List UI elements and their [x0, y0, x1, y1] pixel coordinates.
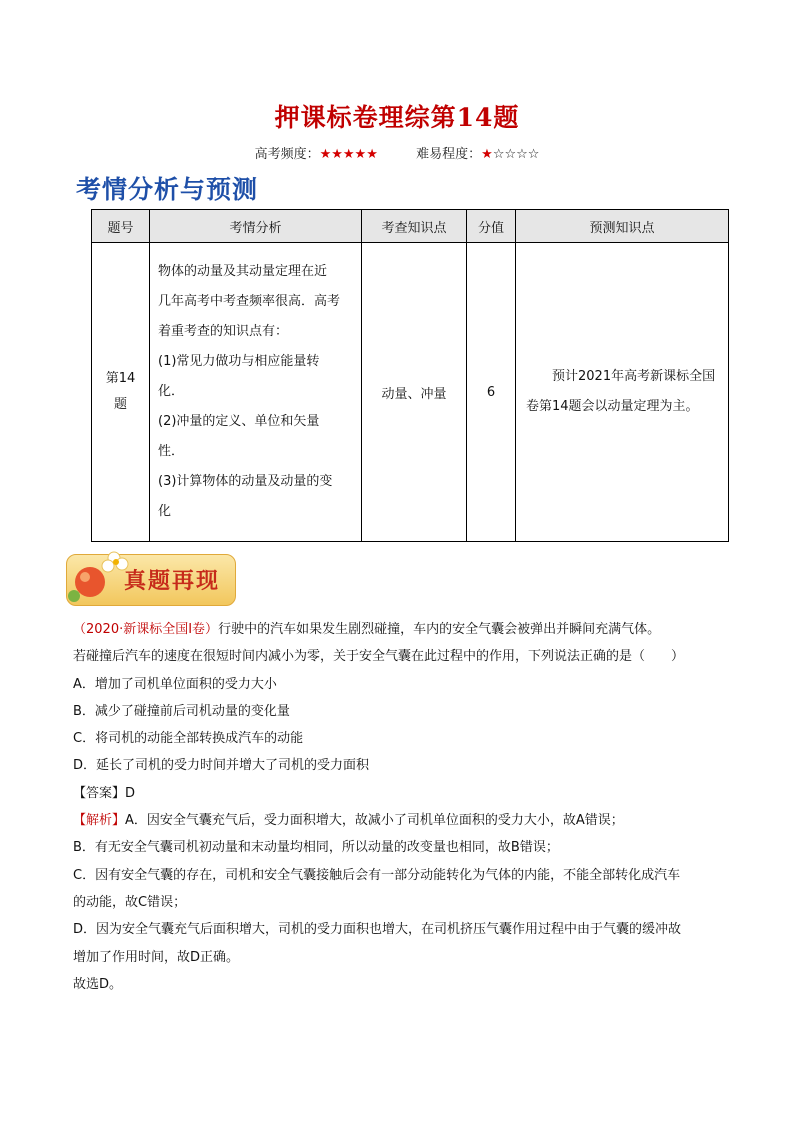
analysis-line: 化． [158, 384, 185, 399]
prediction-line1: 预计2021年高考新课标全国 [552, 369, 716, 384]
analysis-d1: D．因为安全气囊充气后面积增大，司机的受力面积也增大，在司机挤压气囊作用过程中由于气囊的缓冲故 [73, 922, 682, 938]
page-title: 押课标卷理综第14题 [274, 103, 520, 132]
analysis-line: 化 [158, 504, 172, 519]
analysis-line: (1)常见力做功与相应能量转 [158, 354, 320, 369]
cell-number [92, 243, 150, 542]
analysis-a-text: A．因安全气囊充气后，受力面积增大，故减小了司机单位面积的受力大小，故A错误； [125, 813, 624, 829]
analysis-d2: 增加了作用时间，故D正确。 [73, 949, 240, 965]
option-c: C．将司机的动能全部转换成汽车的动能 [73, 731, 304, 747]
cell-prediction [516, 243, 729, 542]
stem-line1: 行驶中的汽车如果发生剧烈碰撞，车内的安全气囊会被弹出并瞬间充满气体。 [218, 622, 661, 637]
option-d: D．延长了司机的受力时间并增大了司机的受力面积 [73, 758, 370, 774]
difficulty-label: 难易程度： [416, 147, 482, 162]
analysis-line: 几年高考中考查频率很高．高考 [158, 294, 341, 309]
question-stem [73, 616, 729, 643]
header-knowledge: 考查知识点 [362, 210, 467, 243]
cell-knowledge: 动量、冲量 [362, 243, 467, 542]
option-a: A．增加了司机单位面积的受力大小 [73, 676, 277, 692]
analysis-c2: 的动能，故C错误； [73, 894, 187, 910]
header-score: 分值 [467, 210, 516, 243]
analysis-c1: C．因有安全气囊的存在，司机和安全气囊接触后会有一部分动能转化为气体的内能，不能全部转化成汽车 [73, 867, 681, 883]
difficulty-stars-filled: ★ [481, 147, 493, 162]
answer-line [73, 780, 729, 807]
analysis-table [91, 209, 729, 542]
frequency-label: 高考频度： [254, 147, 320, 162]
answer-tag: 【答案】 [73, 785, 126, 801]
analysis-line: (3)计算物体的动量及动量的变 [158, 474, 333, 489]
analysis-line: 着重考查的知识点有： [158, 324, 289, 339]
conclusion: 故选D。 [73, 976, 123, 992]
header-analysis: 考情分析 [150, 210, 362, 243]
analysis-line: 性． [158, 444, 185, 459]
stem-line2: 若碰撞后汽车的速度在很短时间内减小为零，关于安全气囊在此过程中的作用，下列说法正确的是（ ） [73, 649, 685, 665]
section-badge [60, 542, 236, 608]
section-title: 考情分析与预测 [76, 175, 259, 204]
table-header-row [92, 210, 729, 243]
table-row [92, 243, 729, 542]
option-b: B．减少了碰撞前后司机动量的变化量 [73, 703, 290, 719]
number-line2: 题 [113, 397, 127, 412]
analysis-line: 物体的动量及其动量定理在近 [158, 264, 328, 279]
cell-analysis [150, 243, 362, 542]
analysis-b: B．有无安全气囊司机初动量和末动量均相同，所以动量的改变量也相同，故B错误； [73, 840, 559, 856]
header-number: 题号 [92, 210, 150, 243]
difficulty-stars-empty: ☆☆☆☆ [492, 147, 540, 162]
prediction-line2: 卷第14题会以动量定理为主。 [526, 399, 699, 414]
cell-score: 6 [467, 243, 516, 542]
answer-value: D [125, 785, 136, 801]
analysis-a [73, 807, 729, 834]
analysis-tag: 【解析】 [73, 813, 126, 829]
question-source: （2020·新课标全国Ⅰ卷） [73, 622, 219, 637]
header-prediction: 预测知识点 [516, 210, 729, 243]
number-line1: 第14 [105, 371, 136, 386]
question-body [73, 616, 729, 998]
rating-line [0, 143, 794, 162]
analysis-line: (2)冲量的定义、单位和矢量 [158, 414, 320, 429]
badge-label: 真题再现 [124, 568, 221, 594]
frequency-stars: ★★★★★ [319, 147, 378, 162]
